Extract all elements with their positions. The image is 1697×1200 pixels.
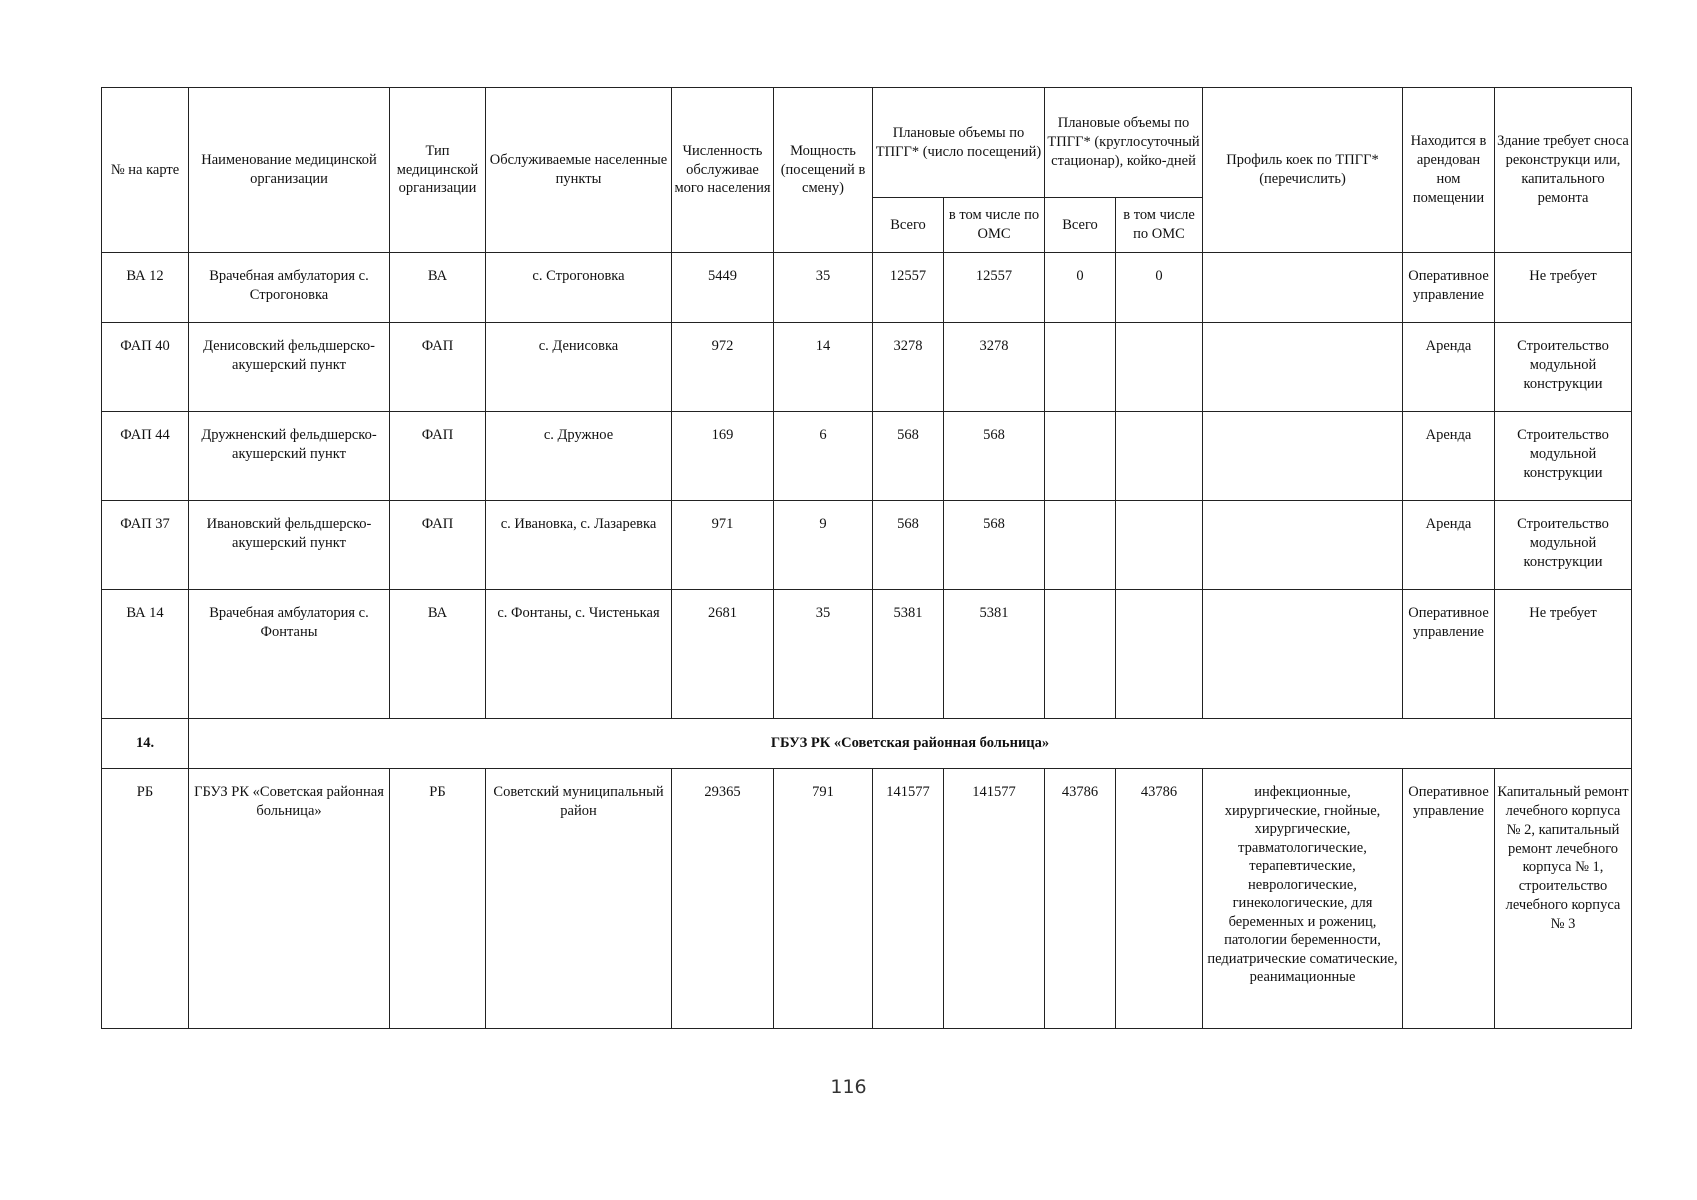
cell-visits-oms: 141577	[944, 769, 1045, 1029]
cell-visits-total: 141577	[873, 769, 944, 1029]
cell-map-no: ВА 12	[102, 253, 189, 323]
cell-visits-oms: 568	[944, 412, 1045, 501]
cell-visits-oms: 568	[944, 501, 1045, 590]
cell-population: 169	[672, 412, 774, 501]
header-visits-group: Плановые объемы по ТПГГ* (число посещений)	[873, 88, 1045, 198]
cell-name: ГБУЗ РК «Советская районная больница»	[189, 769, 390, 1029]
cell-settlements: с. Денисовка	[486, 323, 672, 412]
cell-building: Строительство модульной конструкции	[1495, 412, 1632, 501]
section-title: ГБУЗ РК «Советская районная больница»	[189, 719, 1632, 769]
cell-settlements: с. Ивановка, с. Лазаревка	[486, 501, 672, 590]
cell-settlements: с. Дружное	[486, 412, 672, 501]
cell-type: РБ	[390, 769, 486, 1029]
header-visits-oms: в том числе по ОМС	[944, 198, 1045, 253]
table-row	[102, 412, 1632, 501]
cell-beds-oms: 43786	[1116, 769, 1203, 1029]
header-bed-profile: Профиль коек по ТПГГ* (перечислить)	[1203, 88, 1403, 253]
cell-settlements: с. Фонтаны, с. Чистенькая	[486, 590, 672, 719]
cell-population: 29365	[672, 769, 774, 1029]
cell-premises: Оперативное управление	[1403, 253, 1495, 323]
cell-beds-total: 0	[1045, 253, 1116, 323]
cell-beds-total	[1045, 501, 1116, 590]
cell-beds-total	[1045, 412, 1116, 501]
header-beds-oms: в том числе по ОМС	[1116, 198, 1203, 253]
header-map-no: № на карте	[102, 88, 189, 253]
cell-beds-total	[1045, 323, 1116, 412]
cell-beds-total	[1045, 590, 1116, 719]
cell-building: Строительство модульной конструкции	[1495, 501, 1632, 590]
cell-type: ФАП	[390, 501, 486, 590]
cell-capacity: 35	[774, 590, 873, 719]
cell-building: Не требует	[1495, 590, 1632, 719]
cell-population: 5449	[672, 253, 774, 323]
header-visits-total: Всего	[873, 198, 944, 253]
header-row	[102, 88, 1632, 198]
cell-map-no: ФАП 44	[102, 412, 189, 501]
cell-beds-oms	[1116, 590, 1203, 719]
table-row	[102, 253, 1632, 323]
cell-name: Денисовский фельдшерско-акушерский пункт	[189, 323, 390, 412]
cell-premises: Оперативное управление	[1403, 769, 1495, 1029]
cell-visits-total: 3278	[873, 323, 944, 412]
cell-name: Врачебная амбулатория с. Фонтаны	[189, 590, 390, 719]
cell-capacity: 791	[774, 769, 873, 1029]
table-row	[102, 323, 1632, 412]
cell-map-no: ВА 14	[102, 590, 189, 719]
medical-organizations-table	[101, 87, 1632, 1029]
header-type: Тип медицинской организации	[390, 88, 486, 253]
header-building: Здание требует сноса реконструкци или, капитального ремонта	[1495, 88, 1632, 253]
table-row	[102, 590, 1632, 719]
cell-visits-oms: 3278	[944, 323, 1045, 412]
cell-map-no: ФАП 37	[102, 501, 189, 590]
cell-profile: инфекционные, хирургические, гнойные, хирургические, травматологические, терапевтические, неврологические, гинекологические, для беременных и рожениц, патологии беременности, педиатрические соматические, реанимационные	[1203, 769, 1403, 1029]
header-population: Численность обслуживае мого населения	[672, 88, 774, 253]
cell-type: ФАП	[390, 412, 486, 501]
header-capacity: Мощность (посещений в смену)	[774, 88, 873, 253]
cell-visits-total: 12557	[873, 253, 944, 323]
cell-beds-oms	[1116, 323, 1203, 412]
cell-visits-total: 568	[873, 501, 944, 590]
cell-population: 2681	[672, 590, 774, 719]
section-row	[102, 719, 1632, 769]
cell-map-no: ФАП 40	[102, 323, 189, 412]
cell-beds-oms: 0	[1116, 253, 1203, 323]
cell-beds-oms	[1116, 412, 1203, 501]
cell-name: Ивановский фельдшерско-акушерский пункт	[189, 501, 390, 590]
cell-type: ВА	[390, 590, 486, 719]
cell-name: Дружненский фельдшерско-акушерский пункт	[189, 412, 390, 501]
section-number: 14.	[102, 719, 189, 769]
cell-premises: Аренда	[1403, 412, 1495, 501]
cell-name: Врачебная амбулатория с. Строгоновка	[189, 253, 390, 323]
cell-building: Строительство модульной конструкции	[1495, 323, 1632, 412]
cell-capacity: 9	[774, 501, 873, 590]
cell-visits-total: 568	[873, 412, 944, 501]
header-name: Наименование медицинской организации	[189, 88, 390, 253]
header-leased: Находится в арендован ном помещении	[1403, 88, 1495, 253]
cell-visits-total: 5381	[873, 590, 944, 719]
cell-capacity: 14	[774, 323, 873, 412]
cell-premises: Аренда	[1403, 501, 1495, 590]
table-row	[102, 501, 1632, 590]
cell-capacity: 6	[774, 412, 873, 501]
cell-visits-oms: 5381	[944, 590, 1045, 719]
cell-profile	[1203, 590, 1403, 719]
cell-settlements: Советский муниципальный район	[486, 769, 672, 1029]
cell-premises: Оперативное управление	[1403, 590, 1495, 719]
table-row	[102, 769, 1632, 1029]
cell-profile	[1203, 253, 1403, 323]
header-settlements: Обслуживаемые населенные пункты	[486, 88, 672, 253]
cell-map-no: РБ	[102, 769, 189, 1029]
cell-type: ФАП	[390, 323, 486, 412]
cell-profile	[1203, 323, 1403, 412]
cell-building: Капитальный ремонт лечебного корпуса № 2, капитальный ремонт лечебного корпуса № 1, строительство лечебного корпуса № 3	[1495, 769, 1632, 1029]
cell-type: ВА	[390, 253, 486, 323]
cell-capacity: 35	[774, 253, 873, 323]
header-beds-total: Всего	[1045, 198, 1116, 253]
header-beds-group: Плановые объемы по ТПГГ* (круглосуточный стационар), койко-дней	[1045, 88, 1203, 198]
cell-beds-oms	[1116, 501, 1203, 590]
cell-population: 971	[672, 501, 774, 590]
cell-population: 972	[672, 323, 774, 412]
cell-building: Не требует	[1495, 253, 1632, 323]
cell-profile	[1203, 412, 1403, 501]
cell-profile	[1203, 501, 1403, 590]
page-number: 116	[830, 1076, 867, 1098]
cell-settlements: с. Строгоновка	[486, 253, 672, 323]
cell-premises: Аренда	[1403, 323, 1495, 412]
cell-visits-oms: 12557	[944, 253, 1045, 323]
cell-beds-total: 43786	[1045, 769, 1116, 1029]
